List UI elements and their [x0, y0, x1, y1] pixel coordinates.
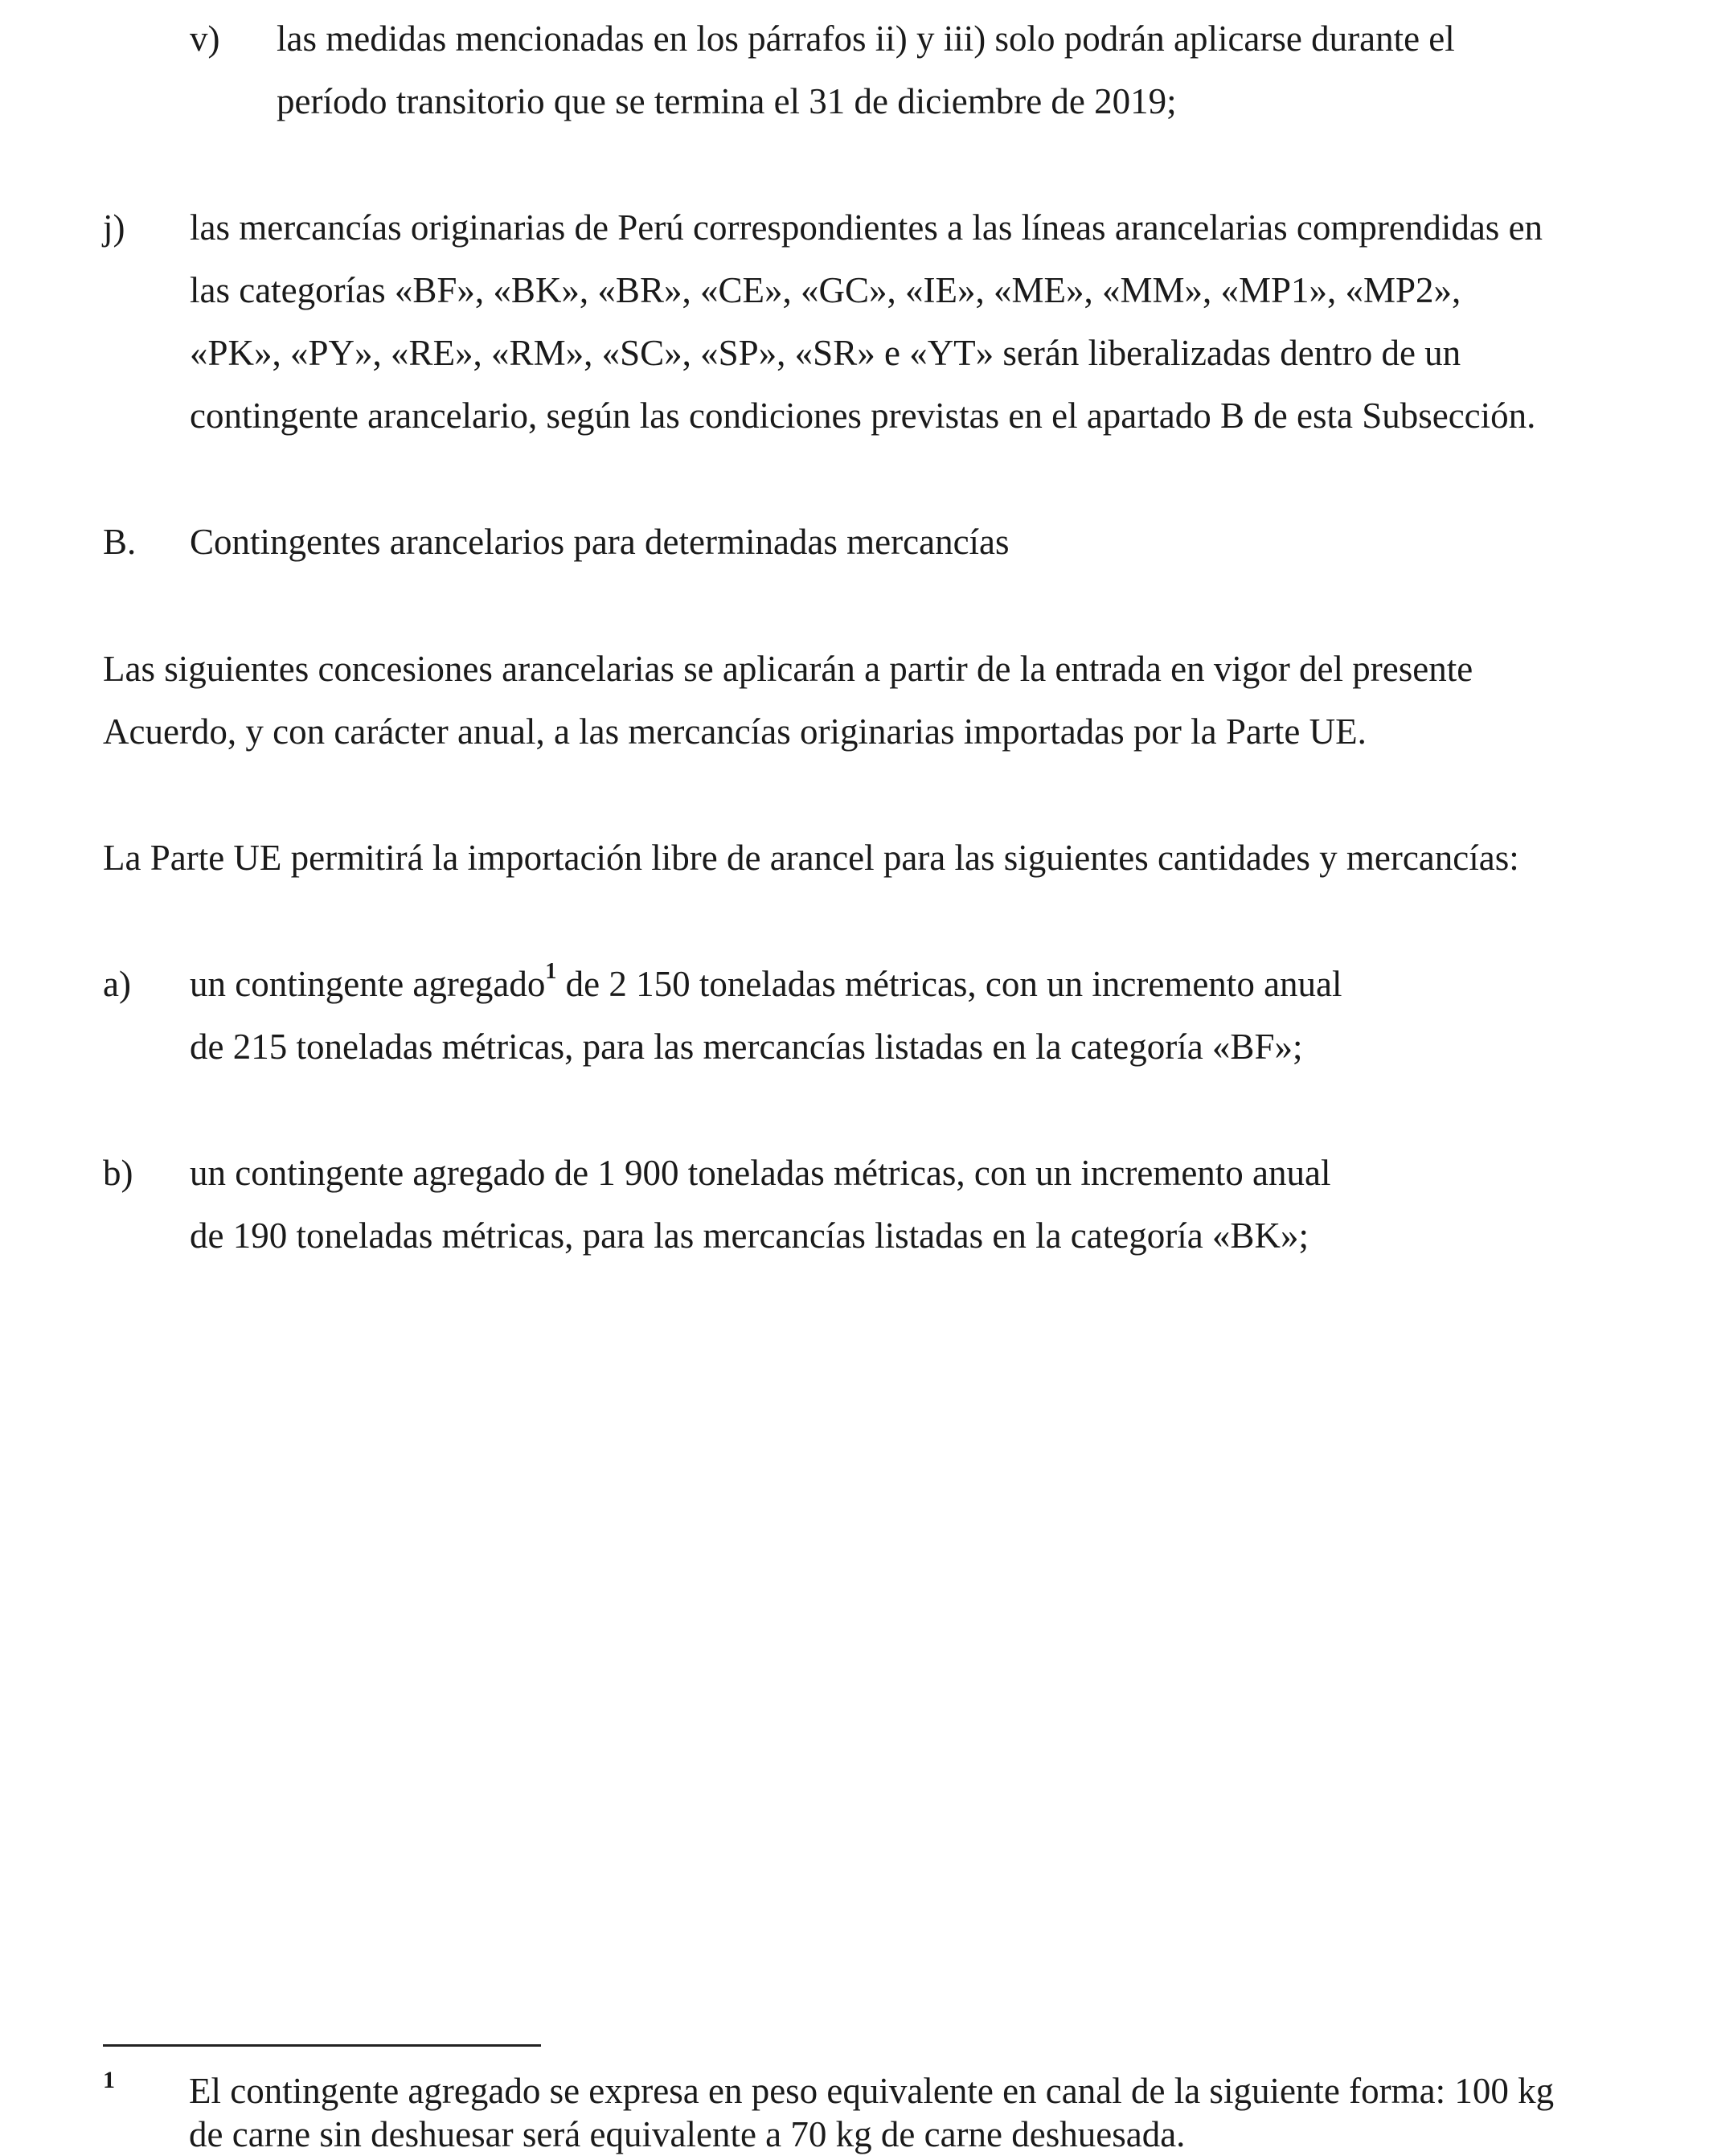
- quota-a-line-2: de 215 toneladas métricas, para las mercancías listadas en la categoría «BF»;: [190, 1027, 1303, 1067]
- footnote-text: [189, 2069, 1554, 2156]
- quota-a-label: a): [103, 964, 131, 1004]
- item-j-line-3: «PK», «PY», «RE», «RM», «SC», «SP», «SR» e «YT» serán liberalizadas dentro de un: [190, 333, 1461, 373]
- quota-a-text: [190, 953, 1342, 1078]
- quota-a-line-1-start: un contingente agregado: [190, 964, 546, 1004]
- item-j-line-2: las categorías «BF», «BK», «BR», «CE», «GC», «IE», «ME», «MM», «MP1», «MP2»,: [190, 270, 1461, 310]
- quota-a-line-1: [190, 953, 1342, 1015]
- item-j-line-4: contingente arancelario, según las condiciones previstas en el apartado B de esta Subsección.: [190, 396, 1536, 436]
- footnote-number: 1: [103, 2067, 115, 2093]
- paragraph-concessions: [103, 637, 1473, 763]
- item-v-line-2: período transitorio que se termina el 31 de diciembre de 2019;: [277, 81, 1177, 121]
- paragraph-duty-free: [103, 826, 1519, 889]
- paragraph-concessions-line-2: Acuerdo, y con carácter anual, a las mercancías originarias importadas por la Parte UE.: [103, 711, 1367, 752]
- footnote-line-1: El contingente agregado se expresa en peso equivalente en canal de la siguiente forma: 100 kg: [189, 2071, 1555, 2111]
- quota-a-line-1-end: de 2 150 toneladas métricas, con un incremento anual: [556, 964, 1342, 1004]
- quota-b-line-1: un contingente agregado de 1 900 toneladas métricas, con un incremento anual: [190, 1153, 1331, 1193]
- item-v-line-1: las medidas mencionadas en los párrafos ii) y iii) solo podrán aplicarse durante el: [277, 18, 1455, 59]
- footnote-line-2: de carne sin deshuesar será equivalente a 70 kg de carne deshuesada.: [189, 2114, 1186, 2154]
- quota-b-line-2: de 190 toneladas métricas, para las mercancías listadas en la categoría «BK»;: [190, 1215, 1309, 1256]
- item-j-text: [190, 196, 1543, 447]
- quota-b-label: b): [103, 1153, 133, 1193]
- item-v-text: [277, 7, 1455, 133]
- footnote-reference[interactable]: 1: [545, 959, 557, 984]
- item-j-line-1: las mercancías originarias de Perú correspondientes a las líneas arancelarias comprendidas en: [190, 207, 1543, 248]
- quota-b-text: [190, 1142, 1331, 1267]
- paragraph-concessions-line-1: Las siguientes concesiones arancelarias se aplicarán a partir de la entrada en vigor del presente: [103, 649, 1473, 689]
- section-b-title: Contingentes arancelarios para determinadas mercancías: [190, 522, 1010, 562]
- footnote-separator: [103, 2044, 541, 2047]
- paragraph-duty-free-line: La Parte UE permitirá la importación libre de arancel para las siguientes cantidades y mercancías:: [103, 838, 1519, 878]
- item-j-label: j): [103, 207, 125, 248]
- item-v-label: v): [190, 18, 220, 59]
- section-b-label: B.: [103, 522, 137, 562]
